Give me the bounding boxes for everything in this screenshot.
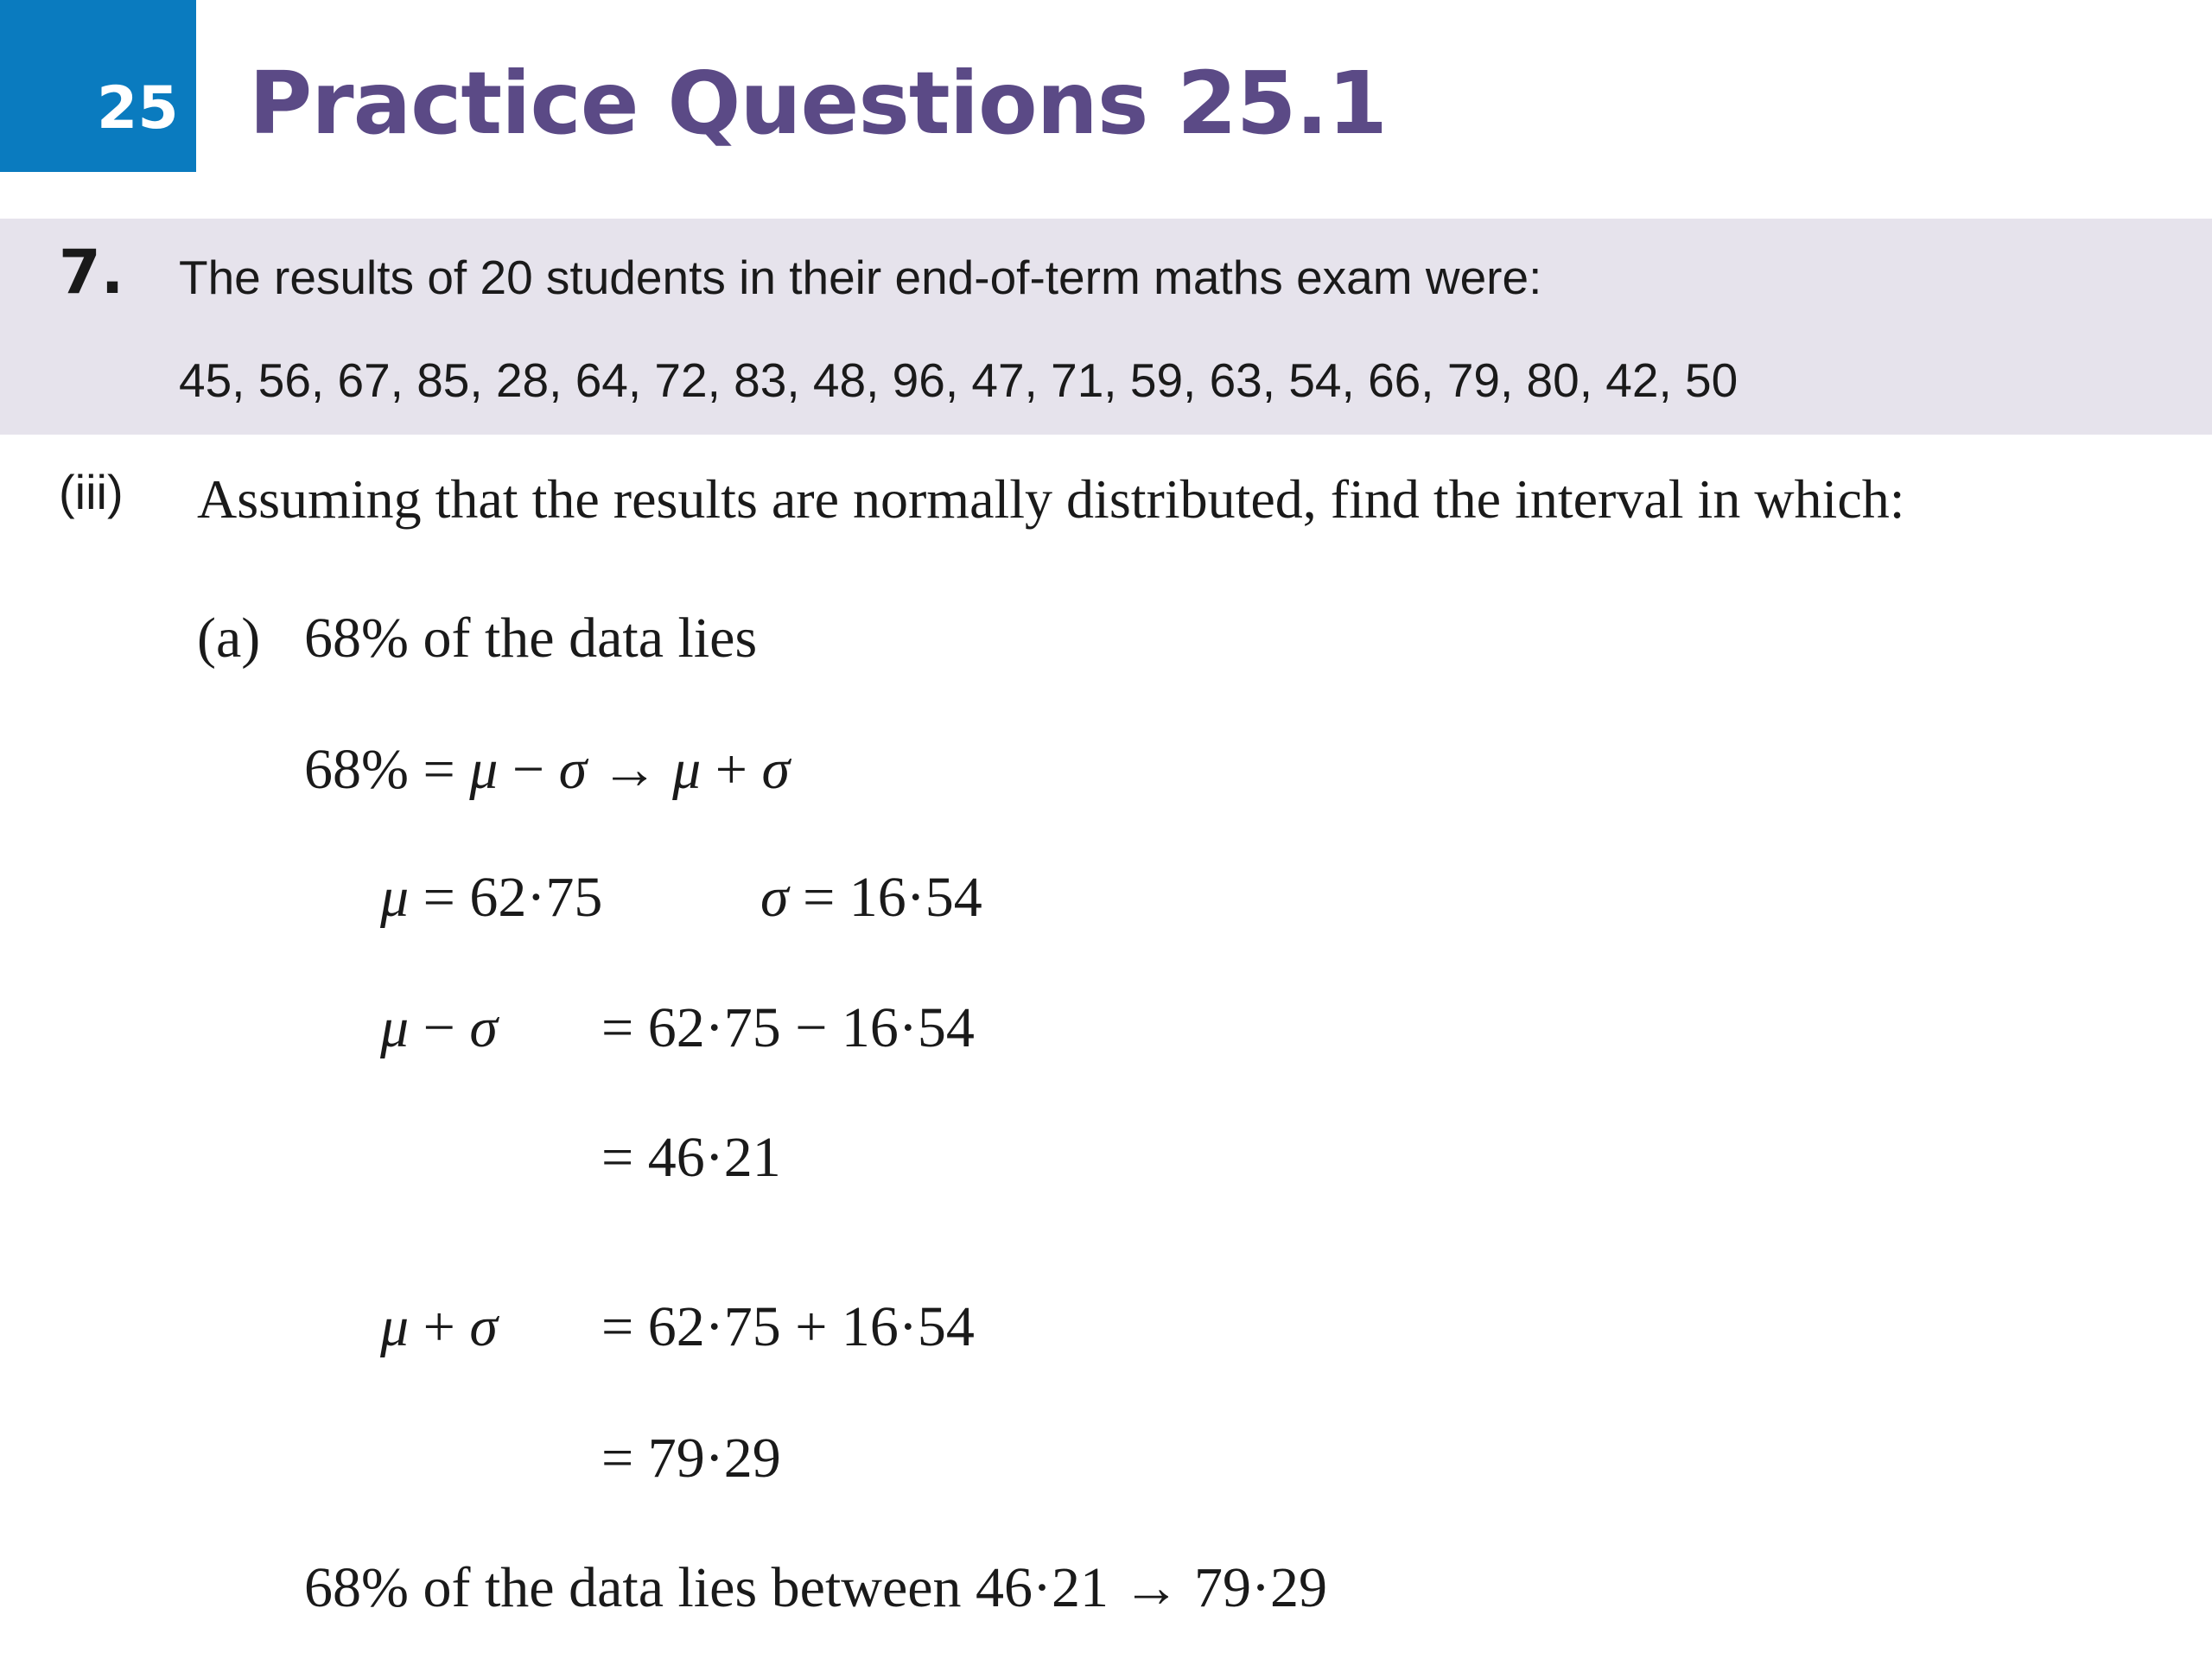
minus-result: = 46·21 bbox=[601, 1126, 781, 1189]
question-number: 7. bbox=[59, 237, 124, 308]
mu-symbol: μ bbox=[380, 996, 410, 1059]
part-label: (iii) bbox=[59, 465, 124, 519]
question-data-values: 45, 56, 67, 85, 28, 64, 72, 83, 48, 96, 47, 71, 59, 63, 54, 66, 79, 80, 42, 50 bbox=[179, 353, 1738, 407]
conclusion: 68% of the data lies between 46·21 → 79·29 bbox=[304, 1556, 1328, 1619]
mu-symbol: μ bbox=[380, 866, 410, 929]
mu-symbol: μ bbox=[380, 1295, 410, 1358]
page-title: Practice Questions 25.1 bbox=[249, 53, 1387, 154]
sigma-symbol: σ bbox=[760, 866, 789, 929]
mu-value-line bbox=[380, 866, 603, 929]
plus-calculation: = 62·75 + 16·54 bbox=[601, 1295, 975, 1358]
plus-symbol: + bbox=[423, 1295, 455, 1358]
arrow-symbol: → bbox=[601, 738, 658, 801]
minus-calculation: = 62·75 − 16·54 bbox=[601, 996, 975, 1059]
subpart-text: 68% of the data lies bbox=[304, 607, 758, 670]
minus-symbol: − bbox=[512, 738, 545, 801]
sigma-symbol: σ bbox=[558, 738, 588, 801]
rule-lhs: 68% = bbox=[304, 738, 455, 801]
mu-symbol: μ bbox=[469, 738, 499, 801]
sigma-value: = 16·54 bbox=[803, 866, 982, 929]
sigma-symbol: σ bbox=[761, 738, 791, 801]
mu-minus-sigma-label bbox=[380, 996, 498, 1059]
sigma-value-line bbox=[760, 866, 982, 929]
chapter-number: 25 bbox=[97, 74, 179, 143]
rule-line bbox=[304, 738, 791, 801]
subpart-label: (a) bbox=[197, 607, 261, 670]
minus-symbol: − bbox=[423, 996, 455, 1059]
part-text: Assuming that the results are normally distributed, find the interval in which: bbox=[197, 468, 1905, 530]
sigma-symbol: σ bbox=[469, 996, 498, 1059]
mu-symbol: μ bbox=[672, 738, 702, 801]
sigma-symbol: σ bbox=[469, 1295, 498, 1358]
chapter-badge bbox=[0, 0, 196, 172]
plus-result: = 79·29 bbox=[601, 1427, 781, 1490]
plus-symbol: + bbox=[715, 738, 748, 801]
mu-value: = 62·75 bbox=[423, 866, 603, 929]
mu-plus-sigma-label bbox=[380, 1295, 498, 1358]
question-statement: The results of 20 students in their end-of-term maths exam were: bbox=[179, 251, 1542, 304]
